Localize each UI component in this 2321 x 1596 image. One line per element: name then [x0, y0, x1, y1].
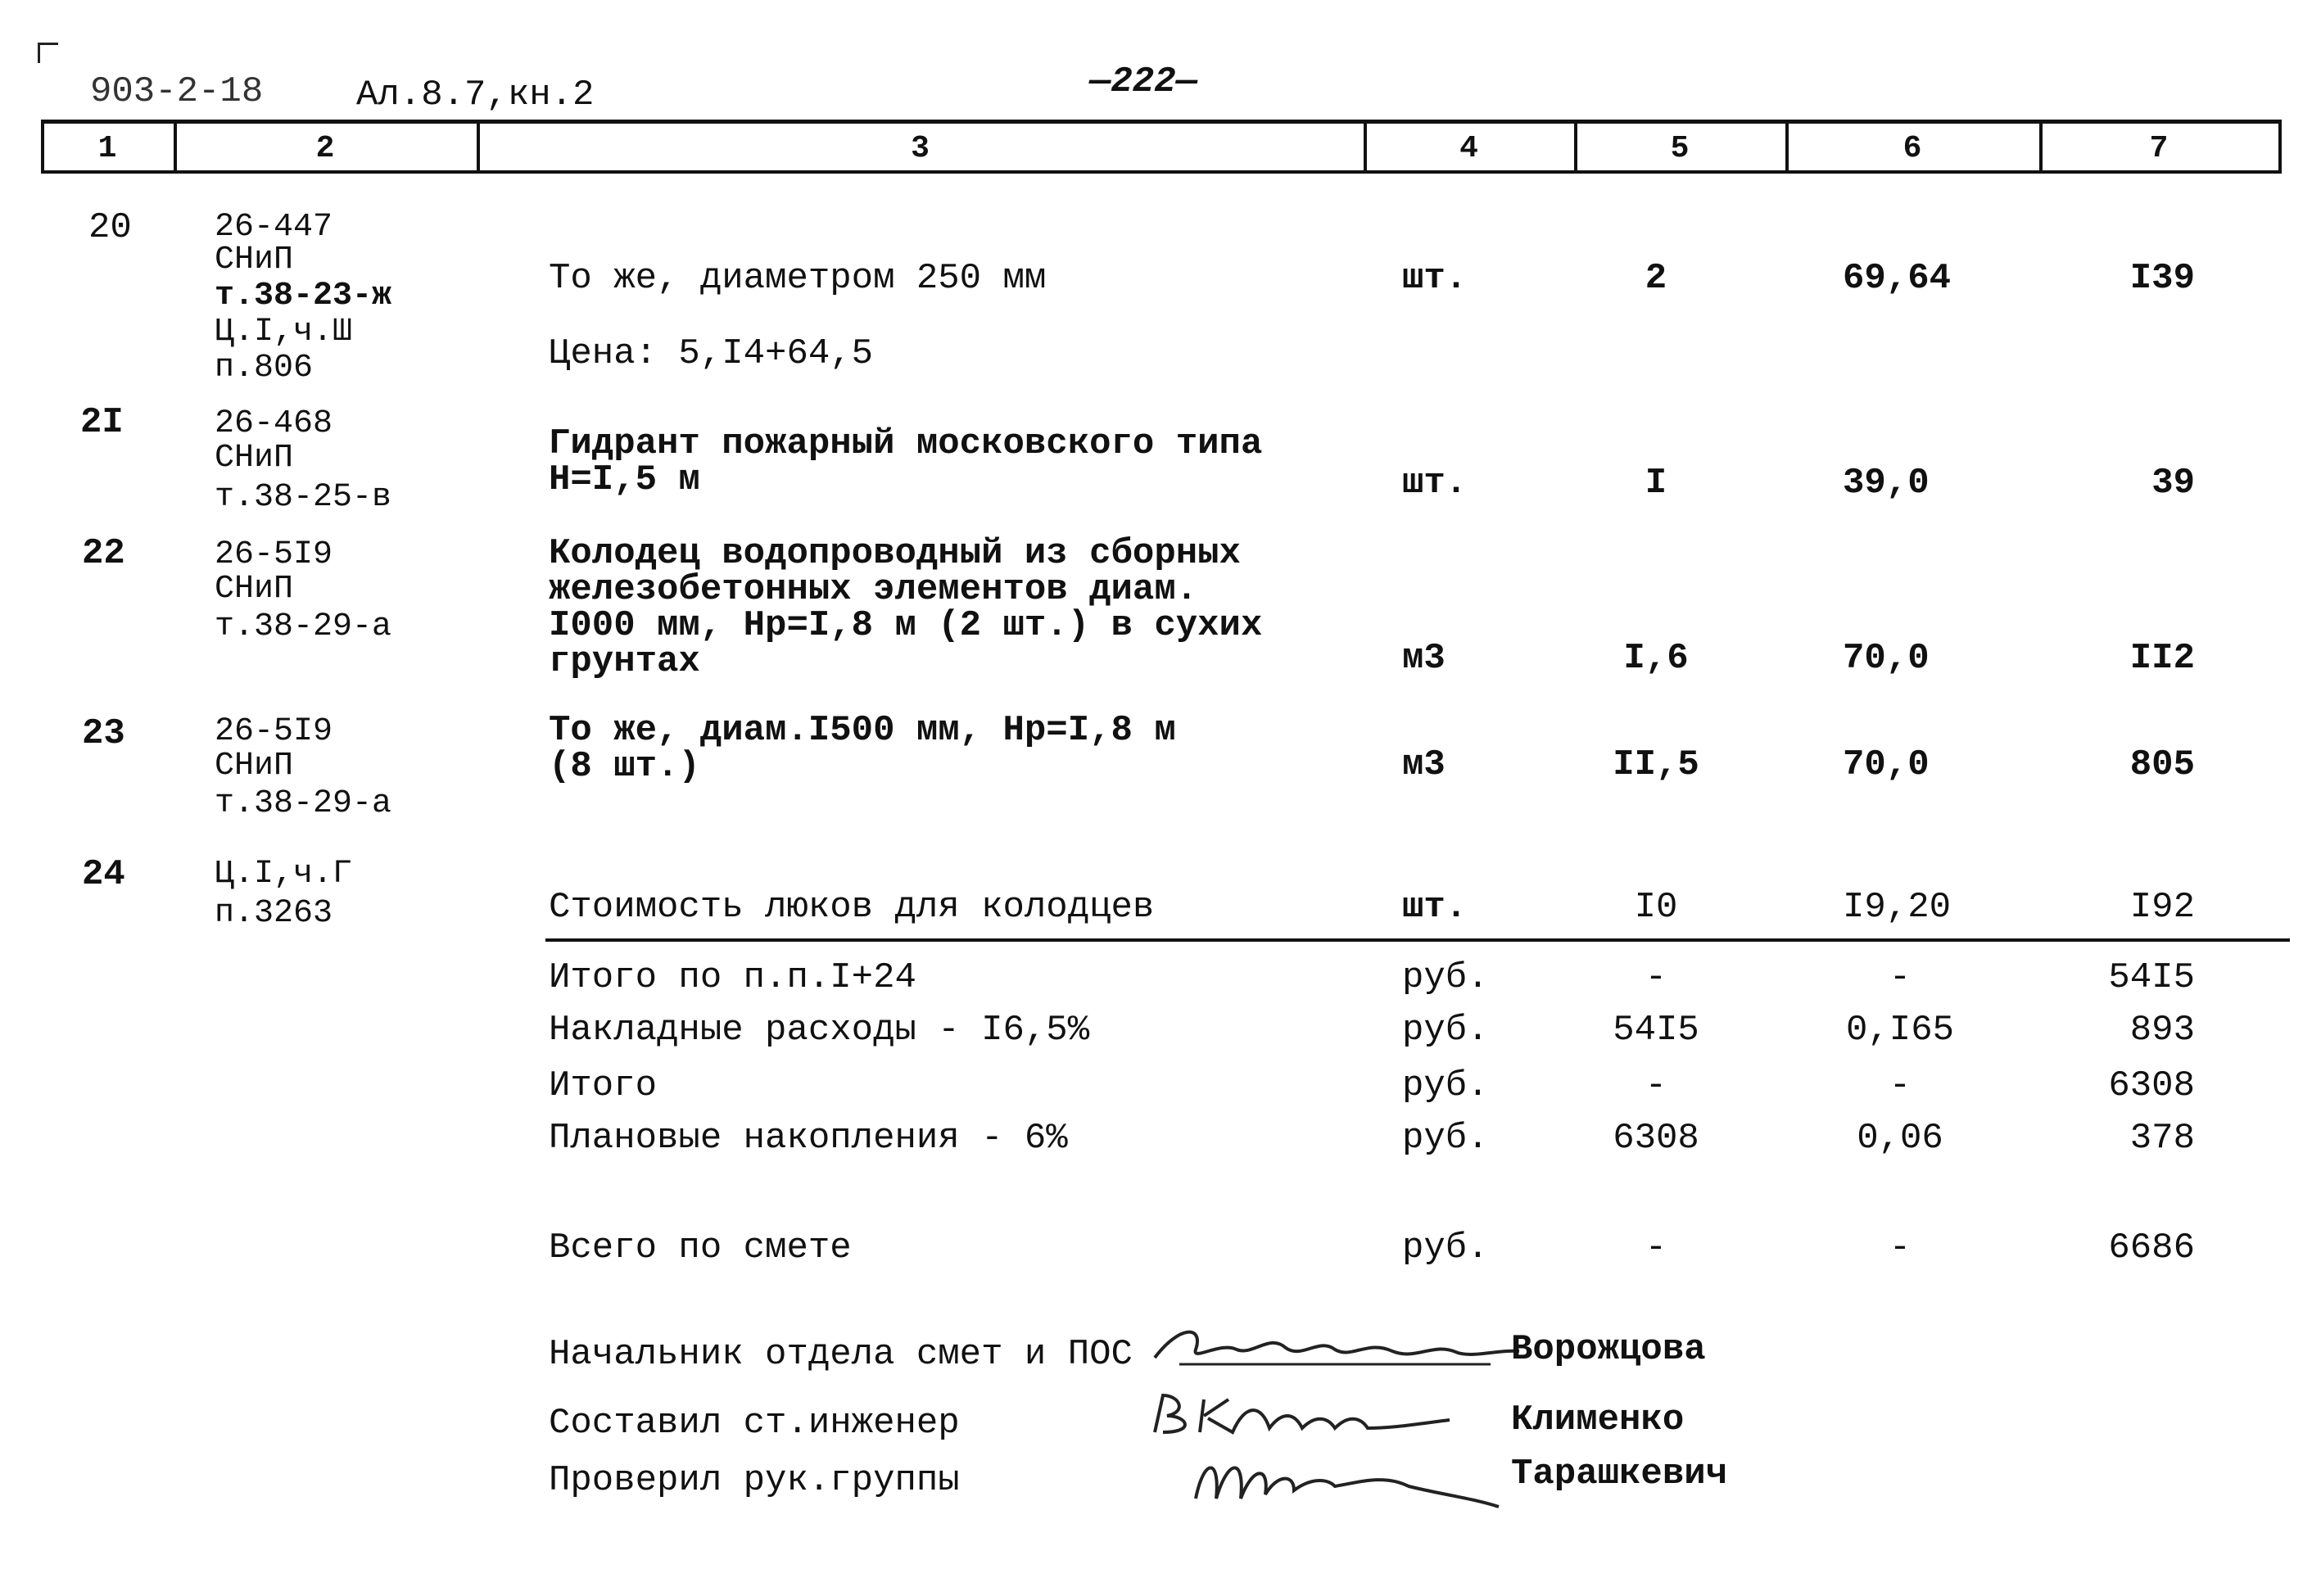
row-number: 2I — [80, 402, 124, 443]
row-number: 22 — [82, 533, 125, 574]
row-number: 20 — [88, 207, 132, 248]
row-code-line: п.3263 — [215, 895, 333, 932]
row-description-line: (8 шт.) — [549, 746, 700, 787]
row-total: II2 — [2129, 638, 2195, 679]
summary-unit: руб. — [1402, 957, 1489, 998]
row-description-line: железобетонных элементов диам. — [549, 569, 1198, 610]
row-unit: шт. — [1402, 258, 1468, 299]
column-header-5: 5 — [1670, 131, 1690, 166]
row-code-line: т.38-29-а — [215, 608, 392, 645]
summary-unit: руб. — [1402, 1010, 1489, 1051]
column-header-3: 3 — [911, 131, 930, 166]
row-price: I9,20 — [1843, 887, 1952, 928]
row-code-line: 26-5I9 — [215, 713, 333, 750]
header-top-rule — [41, 120, 2282, 124]
signature-role: Начальник отдела смет и ПОС — [549, 1334, 1133, 1375]
handwritten-signature — [1147, 1317, 1523, 1378]
grand-total-value: 6686 — [2108, 1228, 2195, 1268]
summary-unit: руб. — [1402, 1118, 1489, 1159]
summary-total: 6308 — [2108, 1065, 2195, 1106]
column-header-4: 4 — [1459, 131, 1478, 166]
row-description-line: То же, диаметром 250 мм — [549, 258, 1047, 299]
row-quantity: 2 — [1645, 258, 1667, 299]
summary-total: 54I5 — [2108, 957, 2195, 998]
column-header-6: 6 — [1902, 131, 1922, 166]
row-quantity: I,6 — [1623, 638, 1689, 679]
summary-rule — [545, 938, 2290, 942]
row-total: 805 — [2129, 744, 2195, 785]
row-total: I39 — [2129, 258, 2195, 299]
header-bottom-rule — [41, 170, 2282, 174]
row-description-line: Стоимость люков для колодцев — [549, 887, 1155, 928]
album-reference: Ал.8.7,кн.2 — [356, 75, 595, 115]
summary-rate: - — [1889, 1065, 1912, 1106]
row-number: 24 — [82, 854, 125, 895]
signature-role: Составил ст.инженер — [549, 1403, 960, 1444]
row-code-line: т.38-25-в — [215, 479, 392, 516]
row-total: 39 — [2151, 463, 2195, 504]
row-quantity: II,5 — [1613, 744, 1699, 785]
doc-code: 903-2-18 — [90, 71, 264, 112]
summary-rate: 0,I65 — [1845, 1010, 1955, 1051]
grand-total-label: Всего по смете — [549, 1228, 852, 1268]
row-quantity: I — [1645, 463, 1667, 504]
row-description-line: Колодец водопроводный из сборных — [549, 533, 1241, 574]
row-code-line: СНиП — [215, 440, 294, 477]
column-header-1: 1 — [97, 131, 117, 166]
row-code-line: т.38-23-ж — [215, 278, 392, 314]
row-code-line: 26-5I9 — [215, 536, 333, 573]
summary-base: 54I5 — [1613, 1010, 1699, 1051]
summary-rate: - — [1889, 957, 1912, 998]
row-code-line: СНиП — [215, 571, 294, 608]
row-number: 23 — [82, 713, 125, 754]
signature-role: Проверил рук.группы — [549, 1460, 960, 1501]
header-divider-7 — [2278, 121, 2282, 174]
handwritten-signature — [1147, 1387, 1458, 1449]
row-code-line: Ц.I,ч.Ш — [215, 314, 353, 350]
summary-label: Итого — [549, 1065, 658, 1106]
grand-total-unit: руб. — [1402, 1228, 1489, 1268]
row-code-line: п.806 — [215, 350, 314, 387]
row-quantity: I0 — [1634, 887, 1678, 928]
signatory-name: Ворожцова — [1511, 1329, 1706, 1370]
summary-unit: руб. — [1402, 1065, 1489, 1106]
row-code-line: 26-468 — [215, 405, 333, 442]
row-total: I92 — [2129, 887, 2195, 928]
summary-total: 378 — [2129, 1118, 2195, 1159]
summary-base: 6308 — [1613, 1118, 1699, 1159]
row-unit: шт. — [1402, 887, 1468, 928]
summary-rate: 0,06 — [1857, 1118, 1943, 1159]
row-price: 70,0 — [1843, 638, 1930, 679]
row-unit: м3 — [1402, 638, 1446, 679]
grand-total-base: - — [1645, 1228, 1667, 1268]
row-price: 69,64 — [1843, 258, 1952, 299]
handwritten-signature — [1179, 1441, 1507, 1519]
row-unit: м3 — [1402, 744, 1446, 785]
row-code-line: СНиП — [215, 748, 294, 784]
summary-base: - — [1645, 957, 1667, 998]
row-code-line: т.38-29-а — [215, 785, 392, 822]
summary-label: Накладные расходы - I6,5% — [549, 1010, 1090, 1051]
row-description-line: Цена: 5,I4+64,5 — [549, 333, 874, 374]
row-description-line: грунтах — [549, 641, 700, 682]
row-description-line: То же, диам.I500 мм, Нр=I,8 м — [549, 710, 1176, 751]
grand-total-rate: - — [1889, 1228, 1912, 1268]
column-header-7: 7 — [2149, 131, 2169, 166]
summary-label: Плановые накопления - 6% — [549, 1118, 1068, 1159]
summary-label: Итого по п.п.I+24 — [549, 957, 916, 998]
row-unit: шт. — [1402, 463, 1468, 504]
row-code-line: 26-447 — [215, 209, 333, 246]
row-description-line: Н=I,5 м — [549, 459, 700, 500]
column-header-2: 2 — [315, 131, 335, 166]
row-price: 70,0 — [1843, 744, 1930, 785]
row-code-line: СНиП — [215, 242, 294, 278]
summary-base: - — [1645, 1065, 1667, 1106]
summary-total: 893 — [2129, 1010, 2195, 1051]
corner-mark — [38, 43, 58, 63]
signatory-name: Тарашкевич — [1511, 1454, 1728, 1494]
row-price: 39,0 — [1843, 463, 1930, 504]
row-code-line: Ц.I,ч.Г — [215, 856, 353, 893]
row-description-line: Гидрант пожарный московского типа — [549, 423, 1263, 464]
page-number: —222— — [1089, 61, 1198, 102]
signatory-name: Клименко — [1511, 1399, 1685, 1440]
row-description-line: I000 мм, Нр=I,8 м (2 шт.) в сухих — [549, 605, 1263, 646]
